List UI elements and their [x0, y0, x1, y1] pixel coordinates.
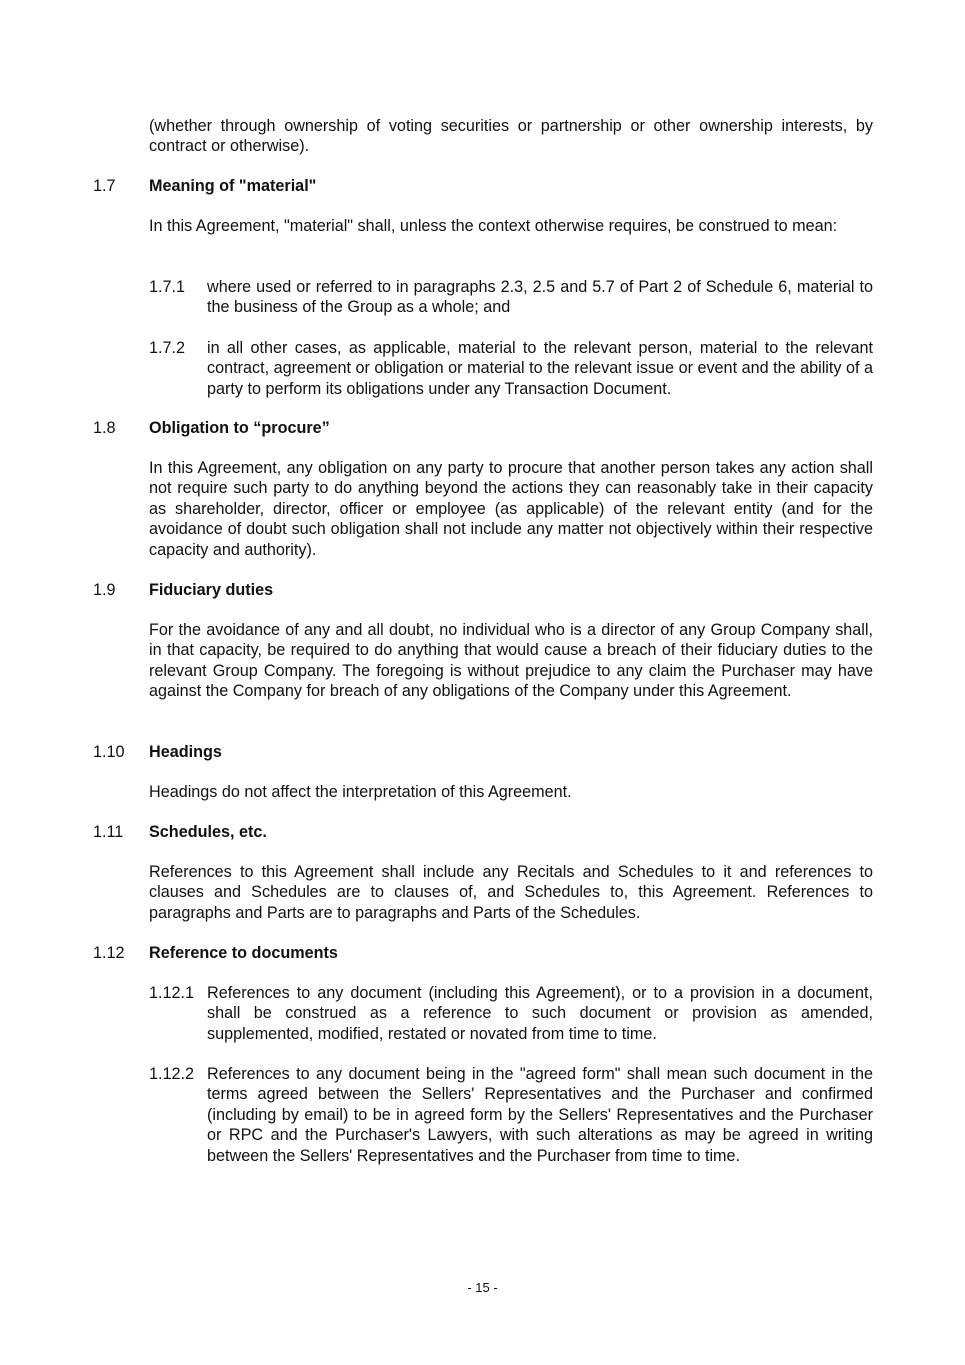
- section-title: Schedules, etc.: [149, 823, 267, 841]
- subclause-number: 1.7.2: [149, 339, 186, 357]
- page-number: - 15 -: [467, 1280, 498, 1295]
- section-heading-1-12: [93, 943, 873, 963]
- section-number: 1.9: [93, 581, 116, 599]
- section-title: Obligation to “procure”: [149, 419, 330, 437]
- section-heading-1-11: [93, 822, 873, 842]
- section-title: Headings: [149, 743, 222, 761]
- subclause-text: References to any document (including this Agreement), or to a provision in a document, shall be construed as a reference to such document or provision as amended, supplemented, modified, restated or novated from time to time.: [207, 984, 873, 1043]
- section-number: 1.12: [93, 944, 125, 962]
- section-body: In this Agreement, any obligation on any party to procure that another person takes any action shall not require such party to do anything beyond the actions they can reasonably take in their capacity as shareholder, director, officer or employee (as applicable) of the relevant entity (and for the avoidance of doubt such obligation shall not include any matter not objectively within their respective capacity and authority).: [149, 459, 873, 559]
- section-body: References to this Agreement shall include any Recitals and Schedules to it and references to clauses and Schedules are to clauses of, and Schedules to, this Agreement. References to paragraphs and Parts are to paragraphs and Parts of the Schedules.: [149, 863, 873, 922]
- subclause-1-7-2: [149, 338, 873, 399]
- section-title: Meaning of "material": [149, 177, 317, 195]
- section-heading-1-7: [93, 176, 873, 196]
- section-heading-1-10: [93, 742, 873, 762]
- section-heading-1-8: [93, 418, 873, 438]
- section-title: Fiduciary duties: [149, 581, 274, 599]
- section-body: For the avoidance of any and all doubt, no individual who is a director of any Group Company shall, in that capacity, be required to do anything that would cause a breach of their fiduciary duties to the relevant Group Company. The foregoing is without prejudice to any claim the Purchaser may have against the Company for breach of any obligations of the Company under this Agreement.: [149, 621, 873, 701]
- continuation-paragraph: (whether through ownership of voting securities or partnership or other ownership interests, by contract or otherwise).: [149, 117, 873, 156]
- subclause-number: 1.12.1: [149, 984, 195, 1002]
- section-number: 1.10: [93, 743, 125, 761]
- subclause-text: References to any document being in the "agreed form" shall mean such document in the terms agreed between the Sellers' Representatives and the Purchaser and confirmed (including by email) to be in agreed form by the Sellers' Representatives and the Purchaser or RPC and the Purchaser's Lawyers, with such alterations as may be agreed in writing between the Sellers' Representatives and the Purchaser from time to time.: [207, 1065, 873, 1165]
- section-body: In this Agreement, "material" shall, unless the context otherwise requires, be construed to mean:: [149, 217, 838, 235]
- section-heading-1-9: [93, 580, 873, 600]
- subclause-text: where used or referred to in paragraphs 2.3, 2.5 and 5.7 of Part 2 of Schedule 6, material to the business of the Group as a whole; and: [207, 278, 873, 317]
- section-title: Reference to documents: [149, 944, 338, 962]
- section-number: 1.7: [93, 177, 116, 195]
- subclause-number: 1.7.1: [149, 278, 186, 296]
- subclause-1-12-1: [149, 983, 873, 1044]
- section-number: 1.8: [93, 419, 116, 437]
- subclause-1-7-1: [149, 277, 873, 318]
- subclause-number: 1.12.2: [149, 1065, 195, 1083]
- section-body: Headings do not affect the interpretation of this Agreement.: [149, 783, 572, 801]
- section-number: 1.11: [93, 823, 124, 841]
- subclause-text: in all other cases, as applicable, material to the relevant person, material to the relevant contract, agreement or obligation or material to the relevant issue or event and the ability of a party to perform its obligations under any Transaction Document.: [207, 339, 873, 398]
- subclause-1-12-2: [149, 1064, 873, 1166]
